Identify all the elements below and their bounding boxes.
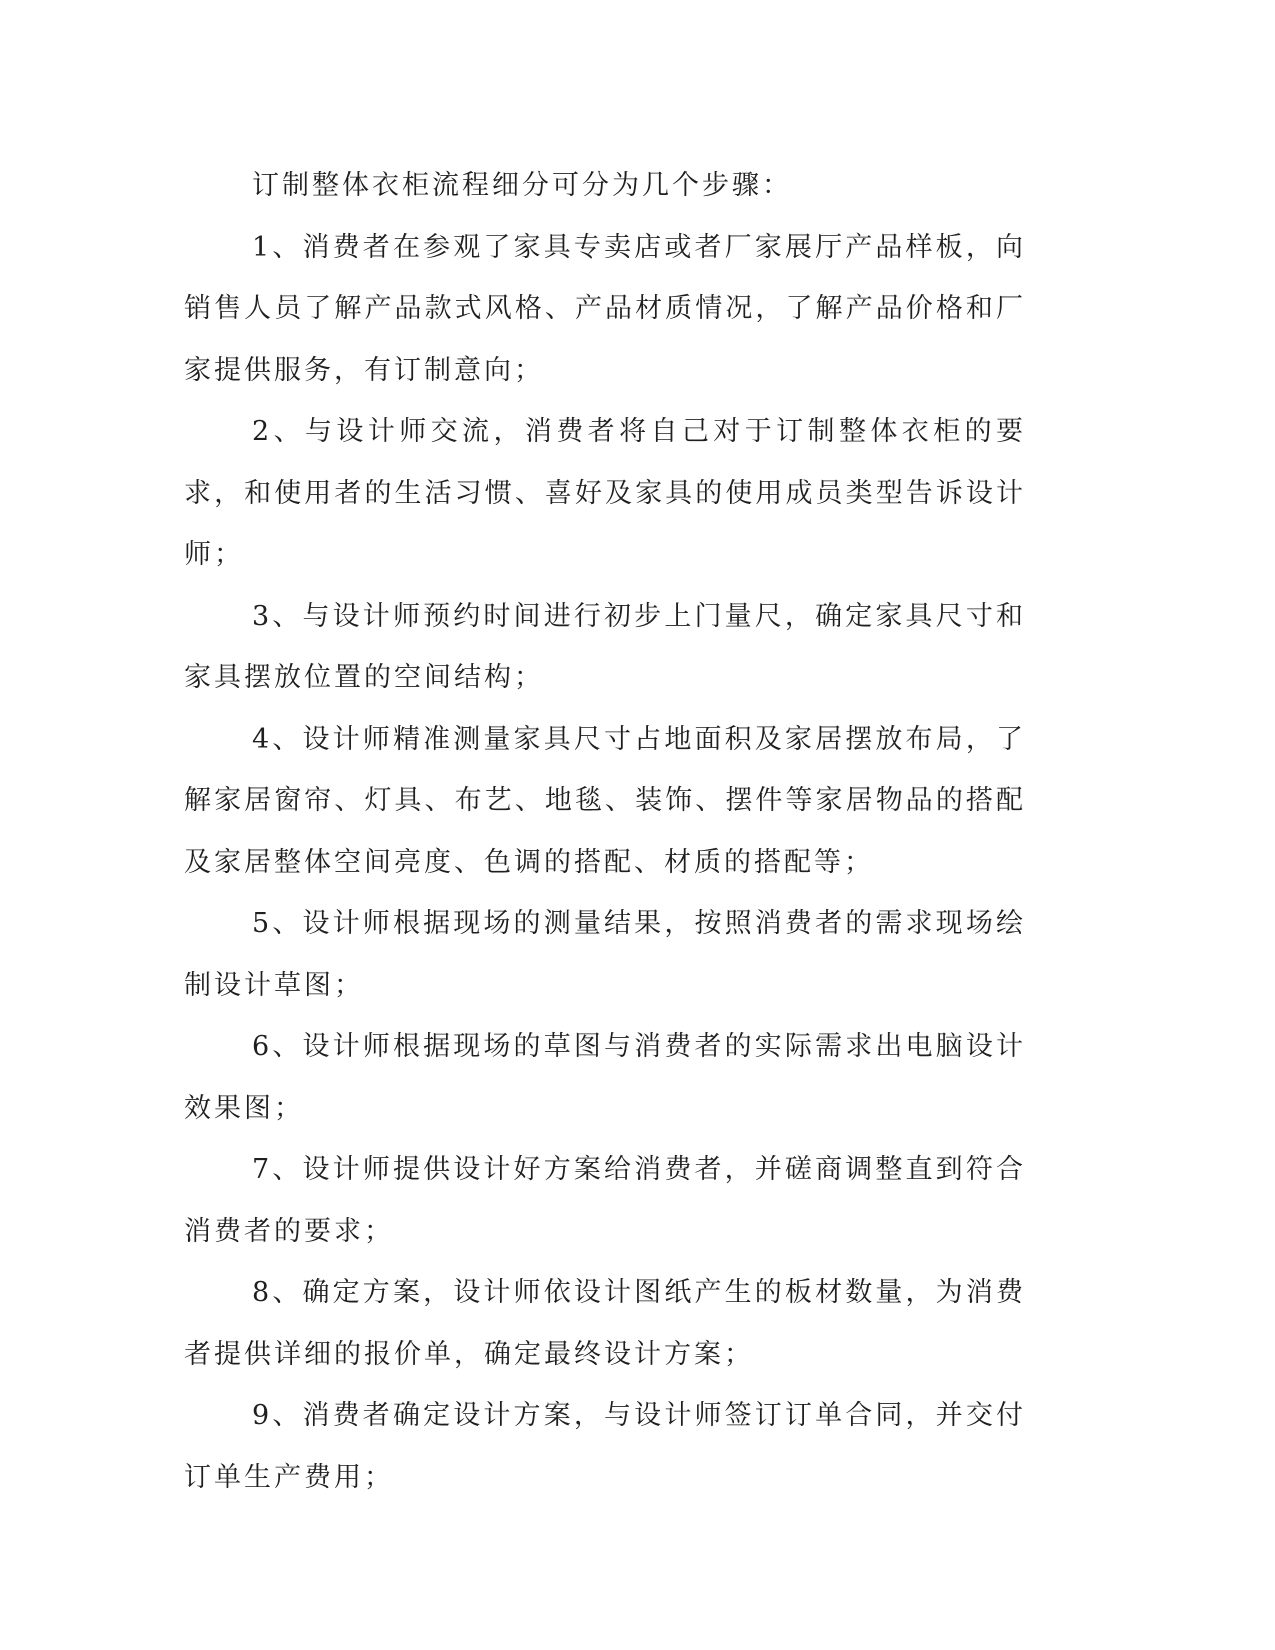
step-paragraph-9: 9、消费者确定设计方案，与设计师签订订单合同，并交付订单生产费用； bbox=[184, 1400, 1026, 1493]
step-paragraph-4: 4、设计师精准测量家具尺寸占地面积及家居摆放布局，了解家居窗帘、灯具、布艺、地毯、装饰、摆件等家居物品的搭配及家居整体空间亮度、色调的搭配、材质的搭配等； bbox=[184, 723, 1026, 878]
step-paragraph-5: 5、设计师根据现场的测量结果，按照消费者的需求现场绘制设计草图； bbox=[184, 908, 1026, 1001]
step-paragraph-8: 8、确定方案，设计师依设计图纸产生的板材数量，为消费者提供详细的报价单，确定最终设计方案； bbox=[184, 1277, 1026, 1370]
step-paragraph-2: 2、与设计师交流，消费者将自己对于订制整体衣柜的要求，和使用者的生活习惯、喜好及家具的使用成员类型告诉设计师； bbox=[184, 416, 1026, 570]
step-paragraph-7: 7、设计师提供设计好方案给消费者，并磋商调整直到符合消费者的要求； bbox=[184, 1154, 1026, 1247]
step-paragraph-1: 1、消费者在参观了家具专卖店或者厂家展厅产品样板，向销售人员了解产品款式风格、产品材质情况，了解产品价格和厂家提供服务，有订制意向； bbox=[184, 231, 1026, 386]
document-body bbox=[184, 155, 1026, 1508]
step-paragraph-6: 6、设计师根据现场的草图与消费者的实际需求出电脑设计效果图； bbox=[184, 1031, 1026, 1124]
intro-paragraph: 订制整体衣柜流程细分可分为几个步骤： bbox=[252, 170, 792, 201]
step-paragraph-3: 3、与设计师预约时间进行初步上门量尺，确定家具尺寸和家具摆放位置的空间结构； bbox=[184, 600, 1026, 693]
